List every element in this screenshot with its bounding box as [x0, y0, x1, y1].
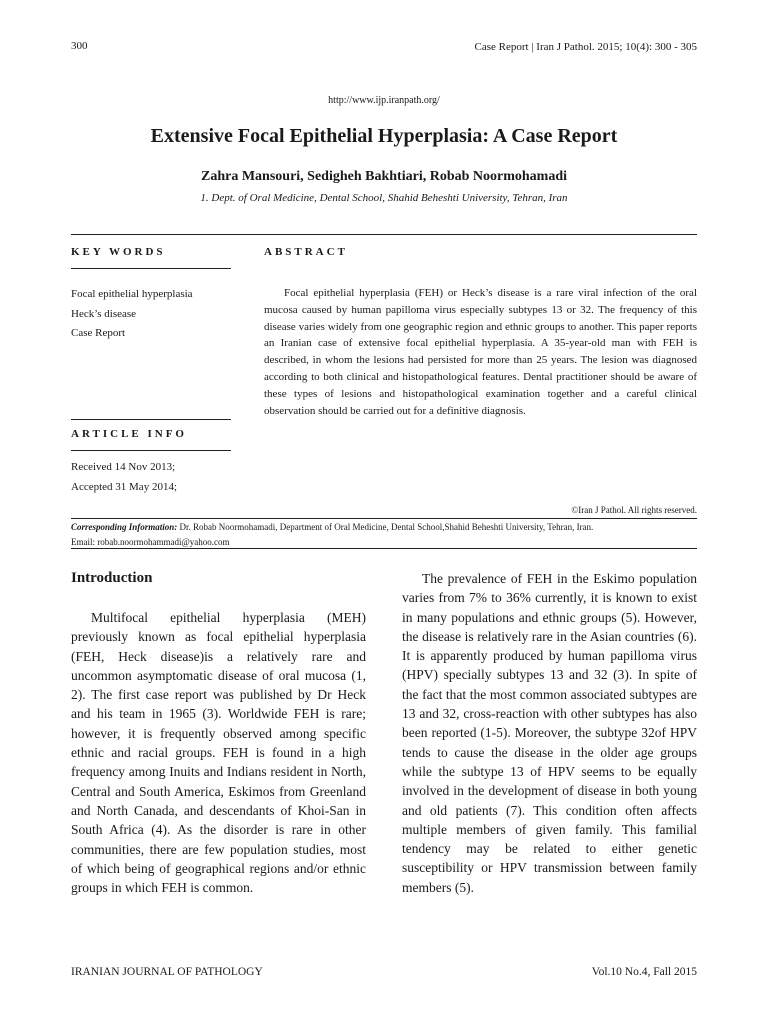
article-info-label: ARTICLE INFO: [71, 428, 187, 440]
keyword-item: Focal epithelial hyperplasia: [71, 288, 193, 300]
article-info-topline: [71, 419, 231, 420]
abstract-text: Focal epithelial hyperplasia (FEH) or Heck’s disease is a rare viral infection of the oral mucosa caused by human papilloma virus especially subtypes 13 or 32. The frequency of this disease varies widely from one geographic region and ethnic groups to another. This paper reports an Iranian case of extensive focal epithelial hyperplasia. A 35-year-old man with FEH is described, in whom the lesions had persisted for more than 25 years. The lesion was diagnosed according to both clinical and histopathological features. Dental practitioner should be aware of these types of lesions and histopathological examination together and a careful clinical observation should be carried out for a definitive diagnosis.: [264, 287, 697, 417]
header-citation: Case Report | Iran J Pathol. 2015; 10(4): 300 - 305: [474, 41, 697, 53]
accepted-date: Accepted 31 May 2014;: [71, 481, 177, 493]
journal-url[interactable]: http://www.ijp.iranpath.org/: [328, 95, 440, 106]
keywords-list: [71, 285, 193, 344]
top-divider: [71, 234, 697, 235]
copyright-notice: ©Iran J Pathol. All rights reserved.: [571, 505, 697, 515]
author-affiliation: 1. Dept. of Oral Medicine, Dental School, Shahid Beheshti University, Tehran, Iran: [200, 192, 568, 204]
corresponding-text: Dr. Robab Noormohamadi, Department of Oral Medicine, Dental School,Shahid Beheshti University, Tehran, Iran.: [177, 522, 594, 532]
introduction-heading: Introduction: [71, 570, 153, 586]
footer-volume-issue: Vol.10 No.4, Fall 2015: [591, 966, 697, 978]
page-number: 300: [71, 40, 88, 52]
footer-journal-name: IRANIAN JOURNAL OF PATHOLOGY: [71, 966, 263, 978]
keywords-label: KEY WORDS: [71, 246, 166, 258]
keyword-item: Case Report: [71, 327, 126, 339]
corresponding-line: [71, 520, 697, 535]
corresponding-topline: [71, 518, 697, 519]
intro-paragraph-2: The prevalence of FEH in the Eskimo population varies from 7% to 36% currently, it is known to exist in many populations and ethnic groups (5). However, the disease is relatively rare in the Asian countries (6). It is apparently produced by human papilloma virus (HPV) specially subtypes 13 and 32 (3). In spite of the fact that the most common associated subtypes are 13 and 32, cross-reaction with other subtypes has also been reported (1-5). Moreover, the subtype 32of HPV tends to cause the disease in the older age groups while the subtype 13 of HPV seems to be equally involved in the development of disease in both young and old patients (7). This condition often affects multiple members of given family. This familial tendency may be related to either genetic susceptibility or HPV transmission between family members (5).: [402, 571, 697, 895]
corresponding-label: Corresponding Information:: [71, 522, 178, 532]
corresponding-bottomline: [71, 548, 697, 549]
abstract-label: ABSTRACT: [264, 246, 348, 258]
article-info-underline: [71, 450, 231, 451]
received-date: Received 14 Nov 2013;: [71, 461, 176, 473]
keyword-item: Heck’s disease: [71, 307, 137, 320]
keywords-underline: [71, 268, 231, 269]
intro-paragraph-1: Multifocal epithelial hyperplasia (MEH) previously known as focal epithelial hyperplasia (FEH, Heck disease)is a relatively rare and uncommon asymptomatic disease of oral mucosa (1, 2). The first case report was published by Dr Heck and his team in 1965 (3). Worldwide FEH is rare; however, it is frequently observed among specific ethnic and racial groups. FEH is found in a high frequency among Inuits and Indians resident in North, Central and South America, Eskimos from Greenland and North Canada, and descendants of Khoi-San in South Africa (4). As the disorder is rare in other communities, there are few population studies, most of which being of geographical regions and/or ethnic groups in which FEH is common.: [71, 610, 366, 896]
author-list: Zahra Mansouri, Sedigheh Bakhtiari, Robab Noormohamadi: [201, 169, 567, 184]
article-title: Extensive Focal Epithelial Hyperplasia: A Case Report: [150, 125, 618, 147]
corresponding-information: [71, 520, 697, 550]
corresponding-email[interactable]: Email: robab.noormohammadi@yahoo.com: [71, 537, 230, 547]
